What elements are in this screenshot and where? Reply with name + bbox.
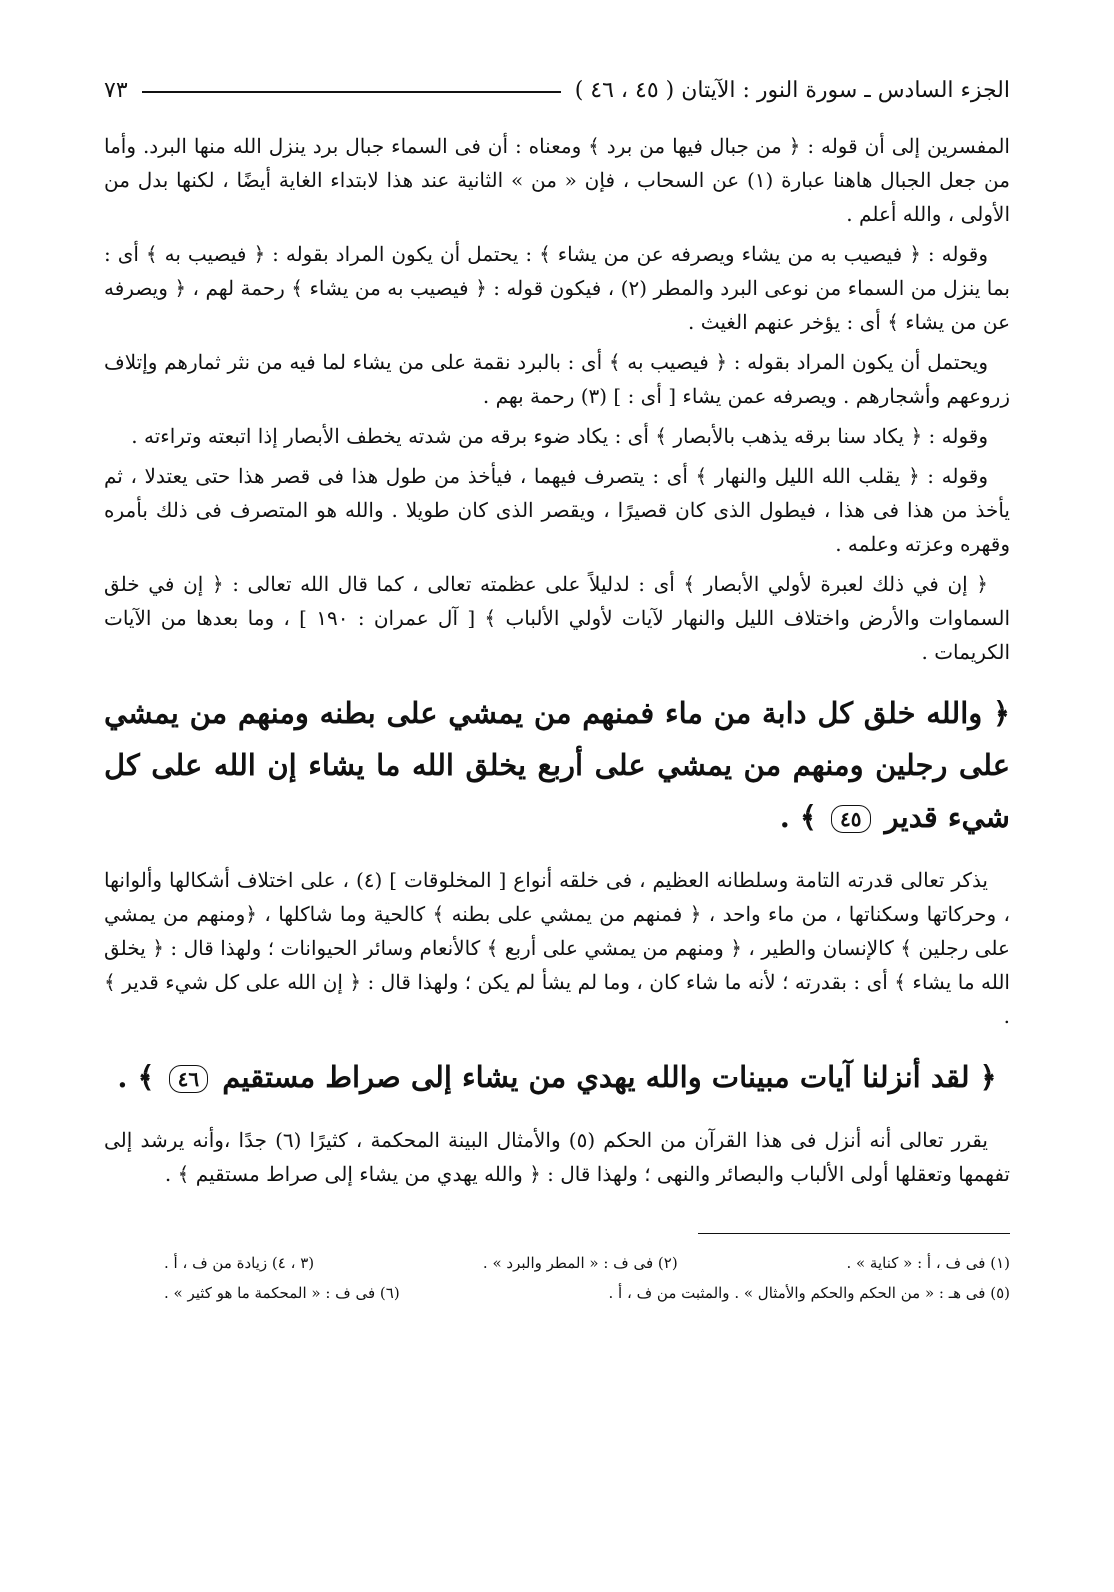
footnote-2: (٢) فى ف : « المطر والبرد » . [482, 1254, 678, 1272]
verse-45-text: ﴿ والله خلق كل دابة من ماء فمنهم من يمشي على بطنه ومنهم من يمشي على رجلين ومنهم من يمشي على أربع يخلق الله ما يشاء إن الله على كل شيء قدير [104, 696, 1010, 834]
verse-45-close: ﴾ . [779, 800, 817, 834]
footnote-row [104, 1278, 1010, 1308]
footnote-1: (١) فى ف ، أ : « كناية » . [846, 1254, 1010, 1272]
footnote-6: (٦) فى ف : « المحكمة ما هو كثير » . [164, 1284, 400, 1302]
paragraph-8: يقرر تعالى أنه أنزل فى هذا القرآن من الحكم (٥) والأمثال البينة المحكمة ، كثيرًا (٦) جدًا ،وأنه يرشد إلى تفهمها وتعقلها أولى الألباب والبصائر والنهى ؛ ولهذا قال : ﴿ والله يهدي من يشاء إلى صراط مستقيم ﴾ . [104, 1128, 1010, 1186]
header-rule [142, 91, 561, 93]
footnotes [104, 1248, 1010, 1308]
verse-46-number: ٤٦ [169, 1065, 208, 1093]
footnote-divider [698, 1233, 1010, 1234]
running-header [104, 78, 1010, 103]
paragraph-6: ﴿ إن في ذلك لعبرة لأولي الأبصار ﴾ أى : لدليلاً على عظمته تعالى ، كما قال الله تعالى : ﴿ إن في خلق السماوات والأرض واختلاف الليل والنهار لآيات لأولي الألباب ﴾ [ آل عمران : ١٩٠ ] ، وما بعدها من الآيات الكريمات . [104, 572, 1011, 664]
verse-46 [104, 1051, 1010, 1103]
paragraph-3: ويحتمل أن يكون المراد بقوله : ﴿ فيصيب به ﴾ أى : بالبرد نقمة على من يشاء لما فيه من نثر ثمارهم وإتلاف زروعهم وأشجارهم . ويصرفه عمن يشاء [ أى : ] (٣) رحمة بهم . [104, 350, 1010, 408]
footnote-3-4: (٣ ، ٤) زيادة من ف ، أ . [164, 1254, 315, 1272]
verse-45 [104, 687, 1010, 843]
paragraph-5: وقوله : ﴿ يقلب الله الليل والنهار ﴾ أى : يتصرف فيهما ، فيأخذ من طول هذا فى قصر هذا حتى يعتدلا ، ثم يأخذ من هذا فى هذا ، فيطول الذى كان قصيرًا ، ويقصر الذى كان طويلا . والله هو المتصرف فى ذلك بأمره وقهره وعزته وعلمه . [104, 464, 1010, 556]
verse-46-close: ﴾ . [117, 1060, 155, 1094]
footnote-5: (٥) فى هـ : « من الحكم والحكم والأمثال » . والمثبت من ف ، أ . [608, 1284, 1010, 1302]
page-number: ٧٣ [104, 78, 128, 103]
footnote-row [104, 1248, 1010, 1278]
paragraph-2: وقوله : ﴿ فيصيب به من يشاء ويصرفه عن من يشاء ﴾ : يحتمل أن يكون المراد بقوله : ﴿ فيصيب به ﴾ أى : بما ينزل من السماء من نوعى البرد والمطر (٢) ، فيكون قوله : ﴿ فيصيب به من يشاء ﴾ رحمة لهم ، ﴿ ويصرفه عن من يشاء ﴾ أى : يؤخر عنهم الغيث . [104, 242, 1010, 334]
paragraph-7: يذكر تعالى قدرته التامة وسلطانه العظيم ، فى خلقه أنواع [ المخلوقات ] (٤) ، على اختلاف أشكالها وألوانها ، وحركاتها وسكناتها ، من ماء واحد ، ﴿ فمنهم من يمشي على بطنه ﴾ كالحية وما شاكلها ، ﴿ومنهم من يمشي على رجلين ﴾ كالإنسان والطير ، ﴿ ومنهم من يمشي على أربع ﴾ كالأنعام وسائر الحيوانات ؛ ولهذا قال : ﴿ يخلق الله ما يشاء ﴾ أى : بقدرته ؛ لأنه ما شاء كان ، وما لم يشأ لم يكن ؛ ولهذا قال : ﴿ إن الله على كل شيء قدير ﴾ . [104, 868, 1011, 1028]
paragraph-4: وقوله : ﴿ يكاد سنا برقه يذهب بالأبصار ﴾ أى : يكاد ضوء برقه من شدته يخطف الأبصار إذا اتبعته وتراءته . [131, 424, 988, 448]
paragraph-1: المفسرين إلى أن قوله : ﴿ من جبال فيها من برد ﴾ ومعناه : أن فى السماء جبال برد ينزل الله منها البرد. وأما من جعل الجبال هاهنا عبارة (١) عن السحاب ، فإن « من » الثانية عند هذا لابتداء الغاية أيضًا ، لكنها بدل من الأولى ، والله أعلم . [104, 134, 1010, 226]
header-title: الجزء السادس ـ سورة النور : الآيتان ( ٤٥ ، ٤٦ ) [574, 78, 1010, 103]
verse-46-text: ﴿ لقد أنزلنا آيات مبينات والله يهدي من يشاء إلى صراط مستقيم [222, 1060, 997, 1094]
verse-45-number: ٤٥ [831, 805, 870, 833]
